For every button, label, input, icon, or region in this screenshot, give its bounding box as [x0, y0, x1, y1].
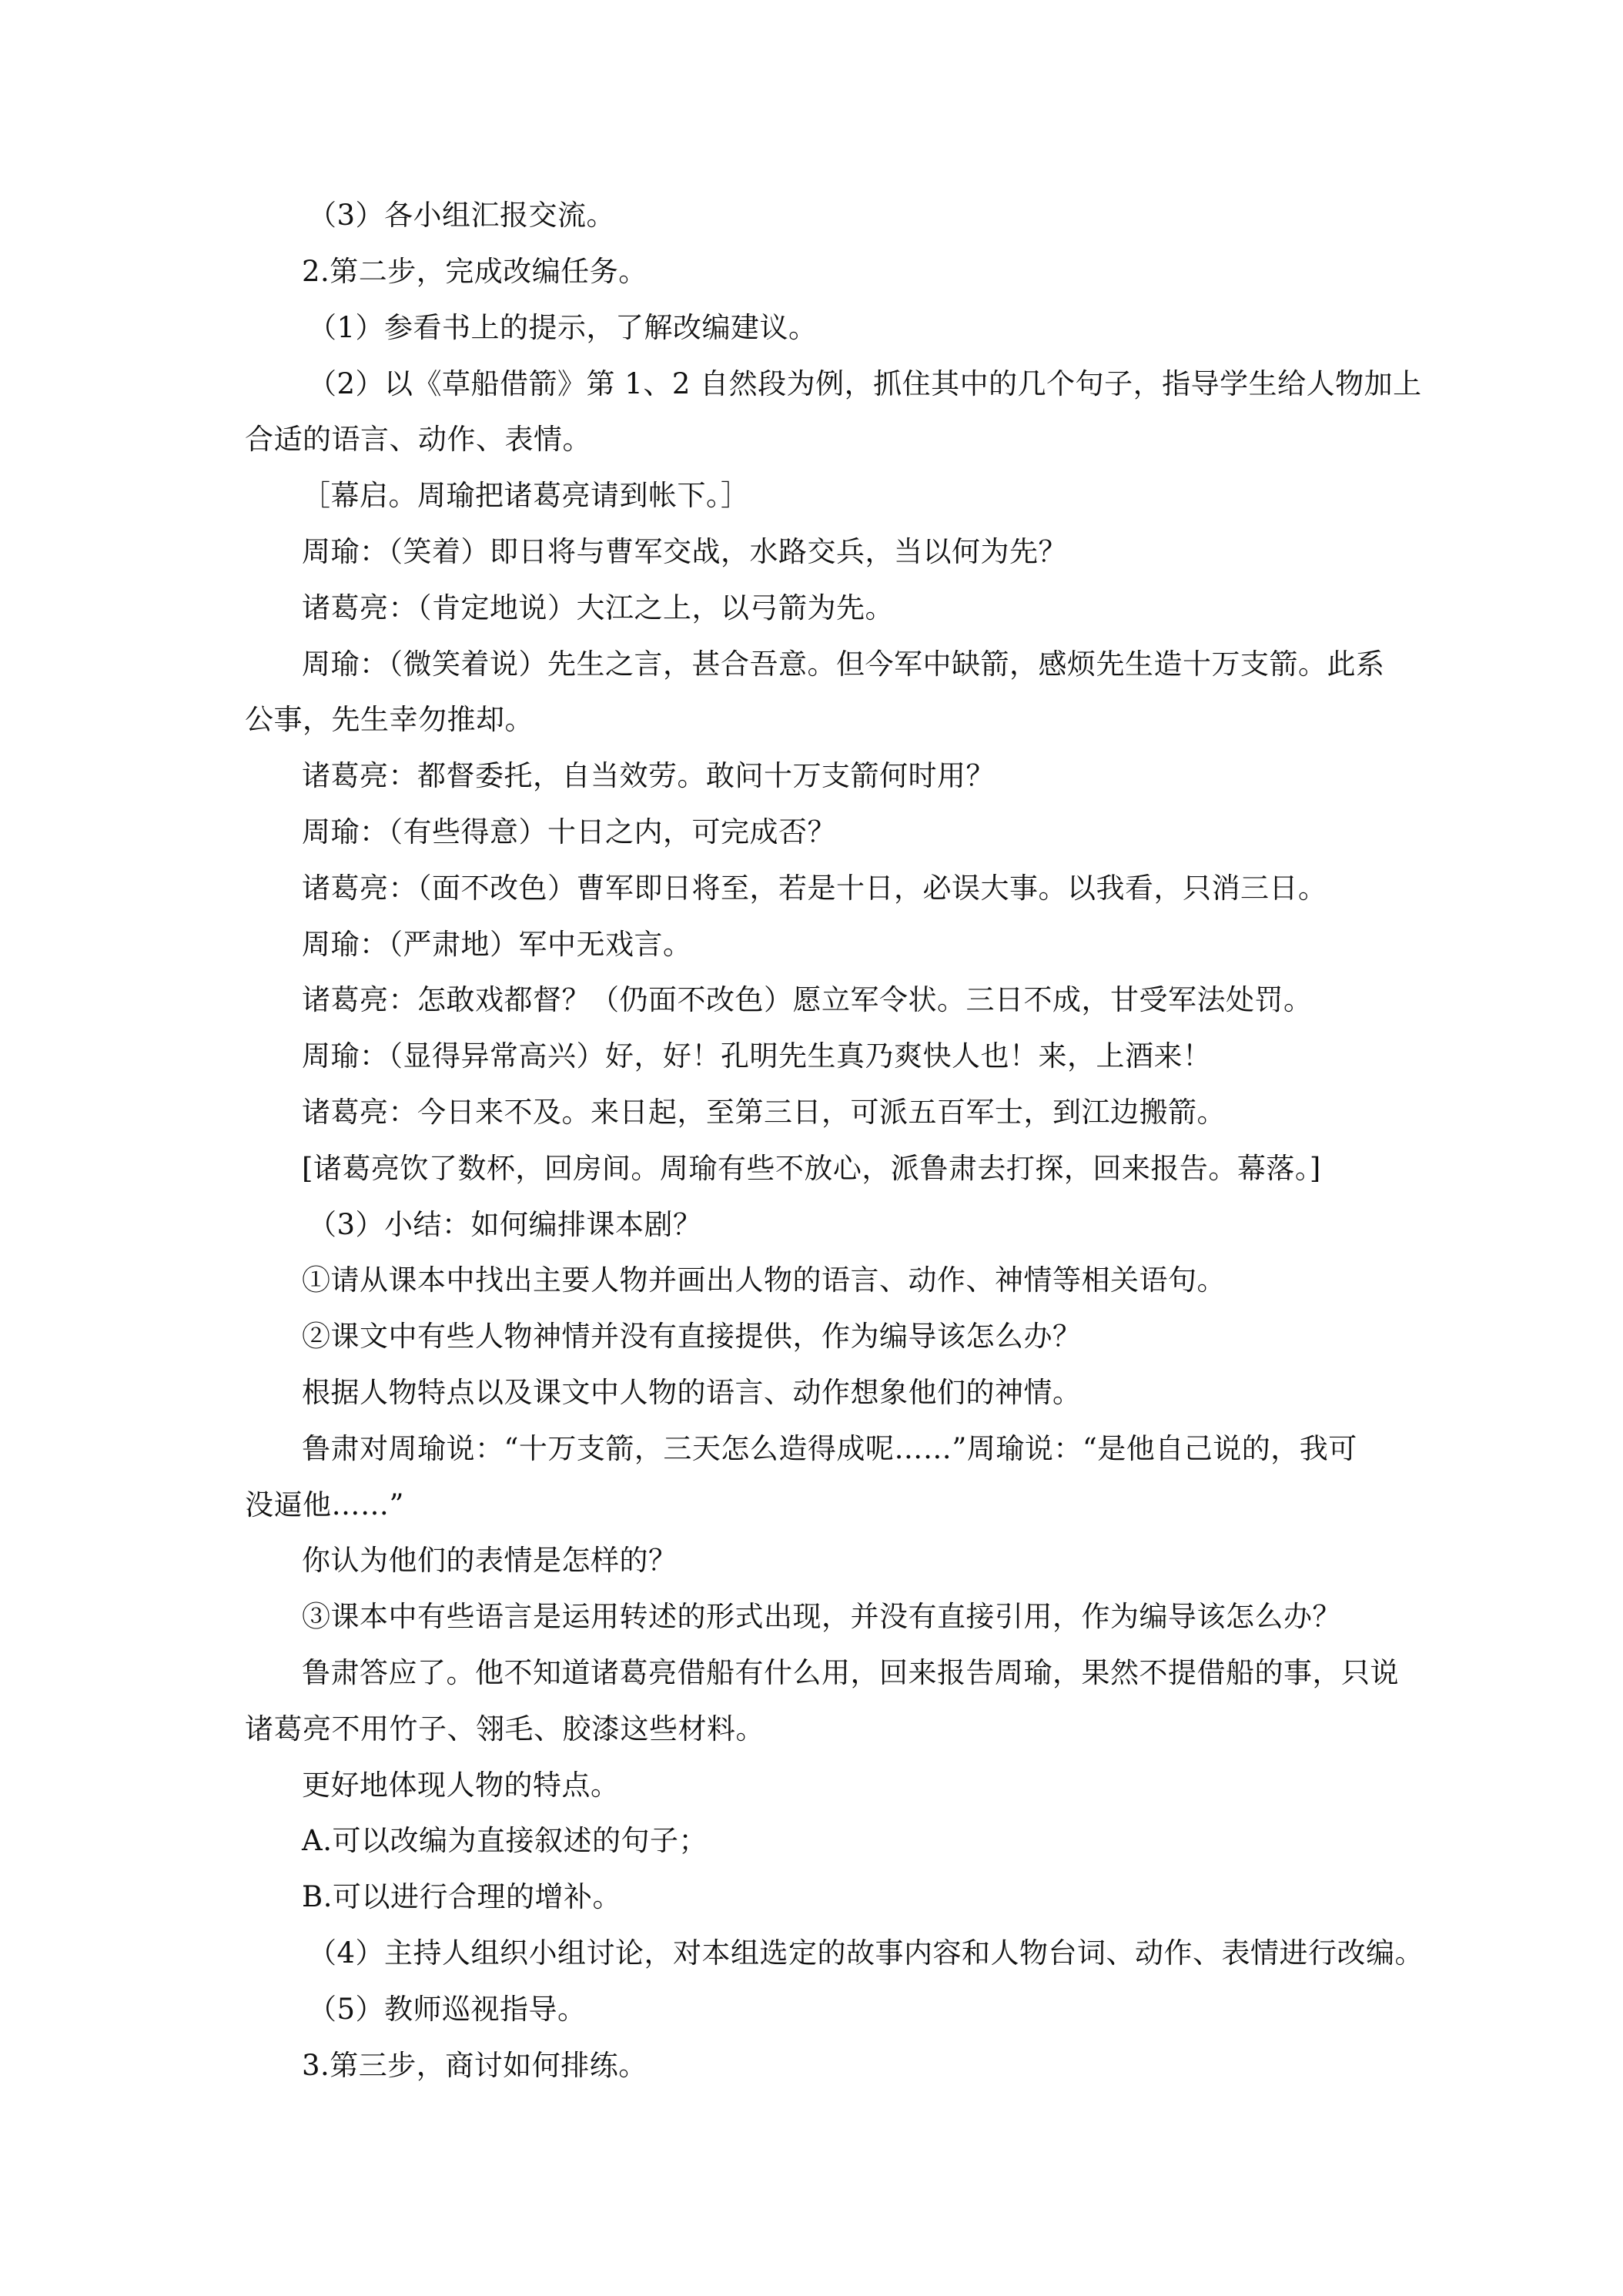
dialogue-line: 诸葛亮：（面不改色）曹军即日将至，若是十日，必误大事。以我看，只消三日。	[302, 872, 1327, 905]
text-line-stage-direction-open: ［幕启。周瑜把诸葛亮请到帐下。］	[302, 479, 750, 512]
text-line-option-a: A.可以改编为直接叙述的句子；	[302, 1824, 708, 1857]
text-line-point-three: ③课本中有些语言是运用转述的形式出现，并没有直接引用，作为编导该怎么办？	[302, 1600, 1341, 1633]
text-line-point-one: ①请从课本中找出主要人物并画出人物的语言、动作、神情等相关语句。	[302, 1263, 1226, 1297]
text-line-purpose: 更好地体现人物的特点。	[302, 1769, 620, 1802]
text-line-question: 你认为他们的表情是怎样的？	[302, 1544, 678, 1577]
dialogue-line: 周瑜：（笑着）即日将与曹军交战，水路交兵，当以何为先？	[302, 535, 1067, 568]
text-line-quote: 鲁肃对周瑜说：“十万支箭，三天怎么造得成呢……”周瑜说：“是他自己说的，我可	[302, 1432, 1357, 1465]
text-line-option-b: B.可以进行合理的增补。	[302, 1880, 621, 1913]
text-line-excerpt: 鲁肃答应了。他不知道诸葛亮借船有什么用，回来报告周瑜，果然不提借船的事，只说	[302, 1656, 1399, 1689]
dialogue-line: 诸葛亮：都督委托，自当效劳。敢问十万支箭何时用？	[302, 759, 995, 792]
dialogue-line: 诸葛亮：怎敢戏都督？（仍面不改色）愿立军令状。三日不成，甘受军法处罚。	[302, 983, 1313, 1016]
text-line-excerpt-cont: 诸葛亮不用竹子、翎毛、胶漆这些材料。	[245, 1712, 765, 1745]
text-line-group-report: （3）各小组汇报交流。	[308, 199, 616, 232]
text-line-group-discussion: （4）主持人组织小组讨论，对本组选定的故事内容和人物台词、动作、表情进行改编。	[308, 1936, 1424, 1970]
text-line-stage-direction-close: [诸葛亮饮了数杯，回房间。周瑜有些不放心，派鲁肃去打探，回来报告。幕落。]	[302, 1152, 1321, 1185]
text-line-step-two: 2.第二步，完成改编任务。	[302, 255, 648, 288]
dialogue-line: 诸葛亮：（肯定地说）大江之上，以弓箭为先。	[302, 591, 894, 624]
dialogue-line: 周瑜：（微笑着说）先生之言，甚合吾意。但今军中缺箭，感烦先生造十万支箭。此系	[302, 648, 1385, 681]
dialogue-line: 周瑜：（严肃地）军中无戏言。	[302, 928, 692, 961]
dialogue-line: 诸葛亮：今日来不及。来日起，至第三日，可派五百军士，到江边搬箭。	[302, 1096, 1226, 1129]
dialogue-line: 周瑜：（有些得意）十日之内，可完成否？	[302, 815, 836, 848]
text-line-point-two-answer: 根据人物特点以及课文中人物的语言、动作想象他们的神情。	[302, 1376, 1082, 1409]
dialogue-line-cont: 公事，先生幸勿推却。	[245, 703, 534, 736]
dialogue-line: 周瑜：（显得异常高兴）好，好！孔明先生真乃爽快人也！来，上酒来！	[302, 1039, 1212, 1073]
text-line-example-intro-cont: 合适的语言、动作、表情。	[245, 423, 591, 456]
text-line-quote-cont: 没逼他……”	[245, 1488, 404, 1521]
text-line-example-intro: （2）以《草船借箭》第 1、2 自然段为例，抓住其中的几个句子，指导学生给人物加上	[308, 367, 1422, 400]
text-line-step-three: 3.第三步，商讨如何排练。	[302, 2049, 648, 2082]
text-line-teacher-guidance: （5）教师巡视指导。	[308, 1993, 587, 2026]
text-line-adaptation-tips: （1）参看书上的提示，了解改编建议。	[308, 311, 818, 344]
text-line-point-two: ②课文中有些人物神情并没有直接提供，作为编导该怎么办？	[302, 1320, 1082, 1353]
text-line-summary: （3）小结：如何编排课本剧？	[308, 1208, 702, 1241]
